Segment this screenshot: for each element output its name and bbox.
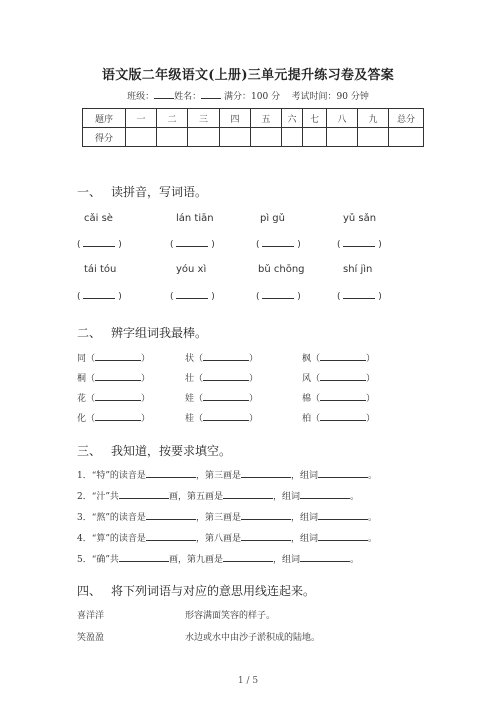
fill-mid: ，组词 [290,471,318,481]
blank-line [318,511,368,520]
fill-prefix: 1．“特”的读音是 [77,471,146,481]
char-label: 柏 [302,414,312,424]
blank-line [203,392,249,401]
score-header-cell: 五 [251,109,282,128]
blank-line [95,412,141,421]
fill-item[interactable] [77,489,359,502]
answer-blank[interactable] [256,238,301,250]
blank-line [320,412,366,421]
fill-mid: ，组词 [290,513,318,523]
fill-mid: 画，第五画是 [168,492,223,502]
section-title: 我知道，按要求填空。 [111,444,232,458]
fill-mid: 画，第九画是 [168,555,223,565]
blank-line [241,532,291,541]
char-item[interactable]: 棉（ ） [302,394,376,404]
paren-open: ( [170,292,174,302]
blank-line [146,511,196,520]
blank-line [203,412,249,421]
paren-open: ( [77,240,81,250]
paren-open: ( [337,240,341,250]
paren-close: ) [297,240,301,250]
class-blank [154,89,174,99]
fill-item[interactable] [77,552,359,565]
blank-line [241,469,291,478]
score-cell[interactable] [157,128,188,147]
char-item[interactable]: 化（ ） [77,414,151,424]
blank-line [95,352,141,361]
exam-time: 考试时间：90 分钟 [291,92,369,102]
score-cell[interactable] [303,128,327,147]
paren-open: ( [170,240,174,250]
pinyin-item: pì gǔ [260,213,285,224]
paren-open: ( [337,292,341,302]
page-number: 1 / 5 [237,676,259,686]
page-title: 语文版二年级语文(上册)三单元提升练习卷及答案 [101,68,395,83]
blank-line [203,372,249,381]
answer-blank[interactable] [77,238,122,250]
blank-line [241,511,291,520]
paren-open: ( [256,292,260,302]
blank-line [223,490,273,499]
char-item[interactable]: 柏（ ） [302,414,376,424]
char-item[interactable]: 状（ ） [185,354,259,364]
blank-line [95,392,141,401]
fill-item[interactable] [77,468,377,481]
section-number: 四、 [77,584,102,598]
answer-blank[interactable] [337,290,382,302]
score-header-cell: 九 [358,109,389,128]
paren-close: ) [211,240,215,250]
char-item[interactable]: 同（ ） [77,354,151,364]
pinyin-item: tái tóu [84,264,117,275]
score-cell[interactable] [251,128,282,147]
score-header-cell: 六 [282,109,303,128]
char-item[interactable]: 桐（ ） [77,374,151,384]
fill-mid: ，第八画是 [195,534,241,544]
fill-prefix: 4．“算”的读音是 [77,534,146,544]
blank-line [223,553,273,562]
score-cell[interactable] [389,128,424,147]
char-item[interactable]: 枫（ ） [302,354,376,364]
name-blank [201,89,221,99]
char-label: 状 [185,354,195,364]
pinyin-item: yóu xì [176,264,207,275]
paren-close: ) [118,240,122,250]
score-cell[interactable] [126,128,157,147]
score-header-cell: 三 [188,109,220,128]
blank-line [203,352,249,361]
score-table [82,108,424,147]
char-label: 桂 [185,414,195,424]
fill-prefix: 2．“汁”共 [77,492,119,502]
blank-line [83,238,115,247]
fill-end: 。 [367,513,377,523]
blank-line [300,490,350,499]
score-table-header-row [83,109,424,128]
score-cell[interactable] [282,128,303,147]
blank-line [300,553,350,562]
fill-mid: ，第三画是 [195,513,241,523]
section-title: 读拼音，写词语。 [111,185,208,199]
paren-open: ( [256,240,260,250]
fill-end: 。 [349,492,359,502]
paren-close: ) [378,292,382,302]
match-meaning[interactable]: 形容满面笑容的样子。 [185,611,276,621]
score-cell[interactable] [220,128,251,147]
score-header-cell: 七 [303,109,327,128]
section-title: 将下列词语与对应的意思用线连起来。 [111,584,316,598]
score-header-cell: 题序 [83,109,126,128]
answer-blank[interactable] [77,290,122,302]
paren-close: ) [378,240,382,250]
blank-line [119,490,169,499]
char-label: 枫 [302,354,312,364]
char-label: 壮 [185,374,195,384]
char-label: 棉 [302,394,312,404]
section-4-heading [77,582,315,599]
blank-line [83,290,115,299]
pinyin-item: cǎi sè [84,213,113,224]
paren-open: ( [77,292,81,302]
section-1-heading [77,183,207,200]
score-cell[interactable] [358,128,389,147]
match-meaning[interactable]: 水边或水中由沙子淤积成的陆地。 [185,633,321,643]
blank-line [320,352,366,361]
score-header-cell: 二 [157,109,188,128]
blank-line [262,290,294,299]
score-table-row [83,128,424,147]
fill-mid: ，组词 [272,555,300,565]
blank-line [176,290,208,299]
answer-blank[interactable] [170,290,215,302]
fill-end: 。 [349,555,359,565]
fill-end: 。 [367,471,377,481]
score-row-label: 得分 [83,128,126,147]
answer-blank[interactable] [337,238,382,250]
score-header-cell: 总分 [389,109,424,128]
fill-mid: ，第三画是 [195,471,241,481]
fill-item[interactable] [77,531,377,544]
pinyin-item: bǔ chōng [258,264,305,275]
fill-prefix: 3．“熬”的读音是 [77,513,146,523]
full-mark: 满分：100 分 [224,92,281,102]
pinyin-item: yǔ sǎn [343,213,377,224]
blank-line [320,372,366,381]
blank-line [318,469,368,478]
char-label: 风 [302,374,312,384]
char-label: 同 [77,354,87,364]
paren-close: ) [297,292,301,302]
blank-line [176,238,208,247]
blank-line [343,238,375,247]
fill-end: 。 [367,534,377,544]
score-header-cell: 一 [126,109,157,128]
score-header-cell: 四 [220,109,251,128]
fill-mid: ，组词 [290,534,318,544]
paren-close: ) [211,292,215,302]
char-item[interactable]: 风（ ） [302,374,376,384]
char-item[interactable]: 桂（ ） [185,414,259,424]
pinyin-item: shí jìn [343,264,373,275]
char-label: 娃 [185,394,195,404]
blank-line [146,469,196,478]
name-label: 姓名： [174,92,202,102]
section-title: 辨字组词我最棒。 [111,326,208,340]
answer-blank[interactable] [170,238,215,250]
char-item[interactable]: 壮（ ） [185,374,259,384]
char-label: 花 [77,394,87,404]
class-label: 班级： [127,92,155,102]
blank-line [262,238,294,247]
exam-info-line [0,89,496,102]
score-header-cell: 八 [327,109,358,128]
blank-line [119,553,169,562]
blank-line [95,372,141,381]
score-cell[interactable] [188,128,220,147]
match-word[interactable]: 喜洋洋 [77,611,105,621]
char-label: 桐 [77,374,87,384]
paren-close: ) [118,292,122,302]
section-2-heading [77,324,207,341]
fill-item[interactable] [77,510,377,523]
answer-blank[interactable] [256,290,301,302]
blank-line [320,392,366,401]
blank-line [318,532,368,541]
section-3-heading [77,442,231,459]
pinyin-item: lán tiān [176,213,214,224]
section-number: 一、 [77,185,102,199]
char-item[interactable]: 娃（ ） [185,394,259,404]
section-number: 二、 [77,326,102,340]
blank-line [343,290,375,299]
char-item[interactable]: 花（ ） [77,394,151,404]
blank-line [146,532,196,541]
char-label: 化 [77,414,87,424]
fill-prefix: 5．“确”共 [77,555,119,565]
section-number: 三、 [77,444,102,458]
fill-mid: ，组词 [272,492,300,502]
match-word[interactable]: 笑盈盈 [77,633,105,643]
score-cell[interactable] [327,128,358,147]
